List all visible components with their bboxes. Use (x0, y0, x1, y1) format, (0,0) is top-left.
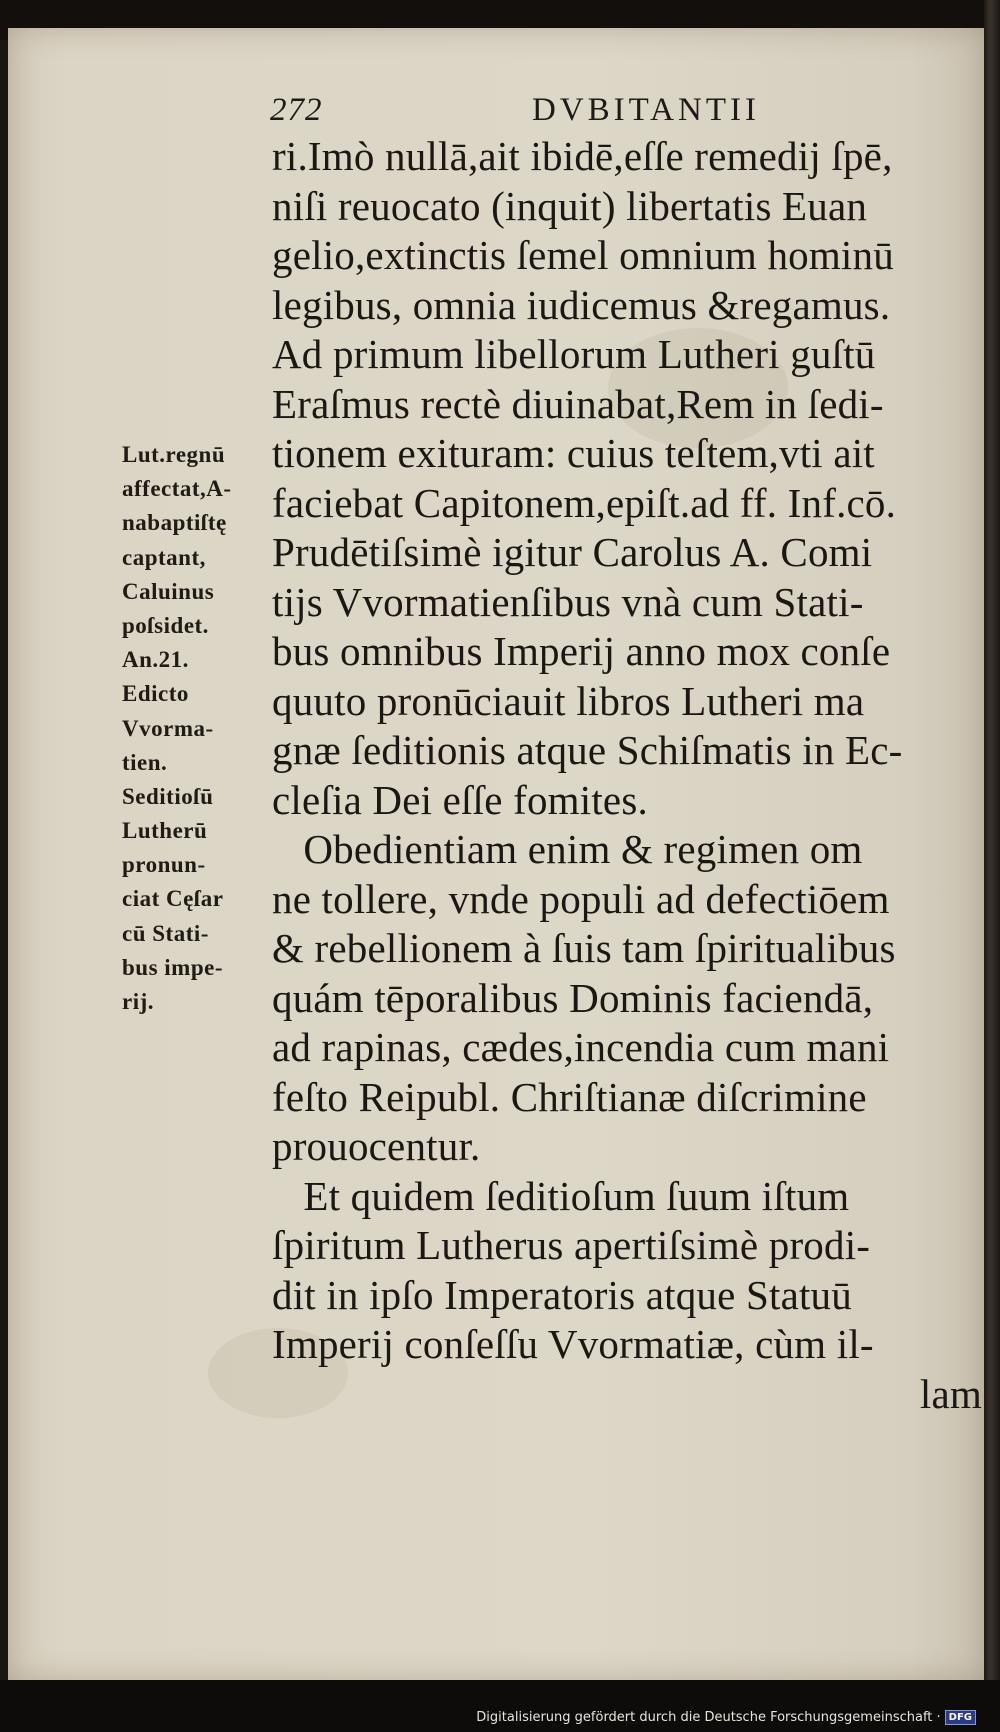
text-line: quuto pronūciauit libros Lutheri ma (272, 677, 865, 724)
credit-text: Digitalisierung gefördert durch die Deutsche Forschungsgemeinschaft · (476, 1710, 941, 1725)
margin-note-line: bus impe- (122, 954, 223, 980)
margin-note-line: An.21. (122, 647, 189, 673)
text-line: Et quidem ſeditioſum ſuum iſtum (272, 1172, 850, 1219)
text-line: ne tollere, vnde populi ad defectiōem (272, 875, 890, 922)
margin-note-line: captant, (122, 544, 206, 570)
dfg-logo-icon: DFG (945, 1710, 976, 1725)
margin-note-line: Vvorma- (122, 715, 214, 741)
margin-note-line: affectat,A- (122, 476, 232, 502)
text-line: feſto Reipubl. Chriſtianæ diſcrimine (272, 1073, 867, 1120)
margin-note-line: Edicto (122, 681, 189, 707)
digitization-credit (476, 1710, 976, 1725)
margin-note-line: Caluinus (122, 578, 215, 604)
text-line: niſi reuocato (inquit) libertatis Euan (272, 182, 868, 229)
text-line: quám tēporalibus Dominis faciendā, (272, 974, 874, 1021)
text-line: prouocentur. (272, 1123, 481, 1169)
marginal-notes (122, 438, 272, 1019)
text-line: ad rapinas, cædes,incendia cum mani (272, 1024, 890, 1070)
text-line: gelio,extinctis ſemel omnium hominū (272, 232, 894, 278)
margin-note-line: nabaptiſtę (122, 510, 227, 536)
text-line: tionem exituram: cuius teſtem,vti ait (272, 430, 875, 476)
running-head: DVBITANTII (532, 92, 760, 128)
text-line: & rebellionem à ſuis tam ſpiritualibus (272, 925, 896, 971)
text-line: tijs Vvormatienſibus vnà cum Stati- (272, 578, 864, 625)
margin-note-line: Seditioſū (122, 783, 214, 809)
text-line: Eraſmus rectè diuinabat,Rem in ſedi- (272, 380, 884, 427)
catchword: lam (919, 1370, 982, 1417)
page-header (270, 92, 930, 136)
margin-note-line: ciat Cęſar (122, 886, 224, 912)
margin-note-line: pronun- (122, 852, 206, 878)
margin-note-line: tien. (122, 749, 168, 775)
margin-note-line: rij. (122, 989, 155, 1014)
text-line: ſpiritum Lutherus apertiſsimè prodi- (272, 1222, 871, 1268)
text-line: legibus, omnia iudicemus &regamus. (272, 281, 891, 328)
book-spine-edge (984, 0, 1000, 1732)
page-number: 272 (270, 92, 323, 128)
margin-note-line: Lutherū (122, 818, 208, 844)
text-line: gnæ ſeditionis atque Schiſmatis in Ec- (272, 727, 903, 773)
margin-note-line: Lut.regnū (122, 442, 226, 467)
text-line: bus omnibus Imperij anno mox conſe (272, 628, 891, 674)
margin-note-line: cū Stati- (122, 920, 209, 946)
text-line: dit in ipſo Imperatoris atque Statuū (272, 1271, 852, 1318)
text-line: Imperij conſeſſu Vvormatiæ, cùm il- (272, 1321, 874, 1367)
main-text-block (272, 132, 982, 1419)
text-line: faciebat Capitonem,epiſt.ad ff. Inf.cō. (272, 479, 897, 526)
text-line: cleſia Dei eſſe fomites. (272, 776, 648, 823)
text-line: Obedientiam enim & regimen om (272, 826, 863, 872)
margin-note-line: poſsidet. (122, 612, 209, 638)
text-line: Ad primum libellorum Lutheri guſtū (272, 331, 876, 377)
text-line: ri.Imò nullā,ait ibidē,eſſe remedij ſpē, (272, 133, 893, 179)
text-line: Prudētiſsimè igitur Carolus A. Comi (272, 529, 873, 575)
